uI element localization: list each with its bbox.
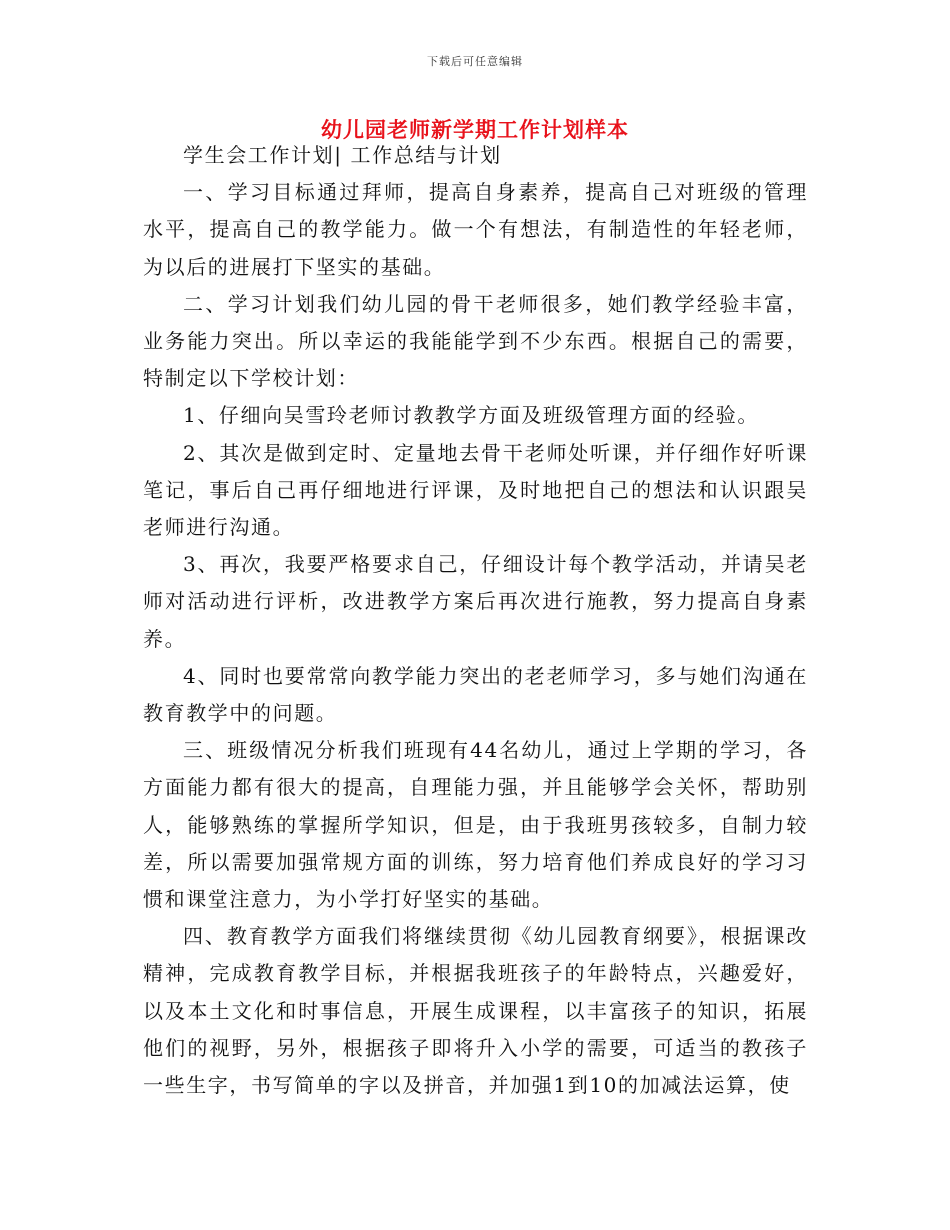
header-note: 下载后可任意编辑 [427, 55, 523, 68]
paragraph-item-1: 1、仔细向吴雪玲老师讨教教学方面及班级管理方面的经验。 [183, 403, 759, 428]
document-title: 幼儿园老师新学期工作计划样本 [321, 117, 629, 142]
document-subtitle: 学生会工作计划| 工作总结与计划 [183, 143, 502, 167]
paragraph-teaching: 四、教育教学方面我们将继续贯彻《幼儿园教育纲要》，根据课改精神，完成教育教学目标，并根据我班孩子的年龄特点，兴趣爱好，以及本土文化和时事信息，开展生成课程，以丰富孩子的知识，拓展他们的视野，另外，根据孩子即将升入小学的需要，可适当的教孩子一些生字，书写简单的字以及拼音，并加强1到10的加减法运算，使 [143, 924, 808, 1098]
paragraph-goal: 一、学习目标通过拜师，提高自身素养，提高自己对班级的管理水平，提高自己的教学能力。做一个有想法，有制造性的年轻老师，为以后的进展打下坚实的基础。 [143, 180, 808, 279]
paragraph-class-analysis: 三、班级情况分析我们班现有44名幼儿，通过上学期的学习，各方面能力都有很大的提高，自理能力强，并且能够学会关怀，帮助别人，能够熟练的掌握所学知识，但是，由于我班男孩较多，自制力较差，所以需要加强常规方面的训练，努力培育他们养成良好的学习习惯和课堂注意力，为小学打好坚实的基础。 [143, 738, 808, 912]
paragraph-item-3: 3、再次，我要严格要求自己，仔细设计每个教学活动，并请吴老师对活动进行评析，改进教学方案后再次进行施教，努力提高自身素养。 [143, 552, 808, 651]
document-body [143, 137, 808, 1104]
paragraph-item-2: 2、其次是做到定时、定量地去骨干老师处听课，并仔细作好听课笔记，事后自己再仔细地进行评课，及时地把自己的想法和认识跟吴老师进行沟通。 [143, 440, 808, 540]
paragraph-plan: 二、学习计划我们幼儿园的骨干老师很多，她们教学经验丰富，业务能力突出。所以幸运的我能能学到不少东西。根据自己的需要，特制定以下学校计划： [143, 291, 808, 391]
paragraph-item-4: 4、同时也要常常向教学能力突出的老老师学习，多与她们沟通在教育教学中的问题。 [143, 663, 808, 726]
